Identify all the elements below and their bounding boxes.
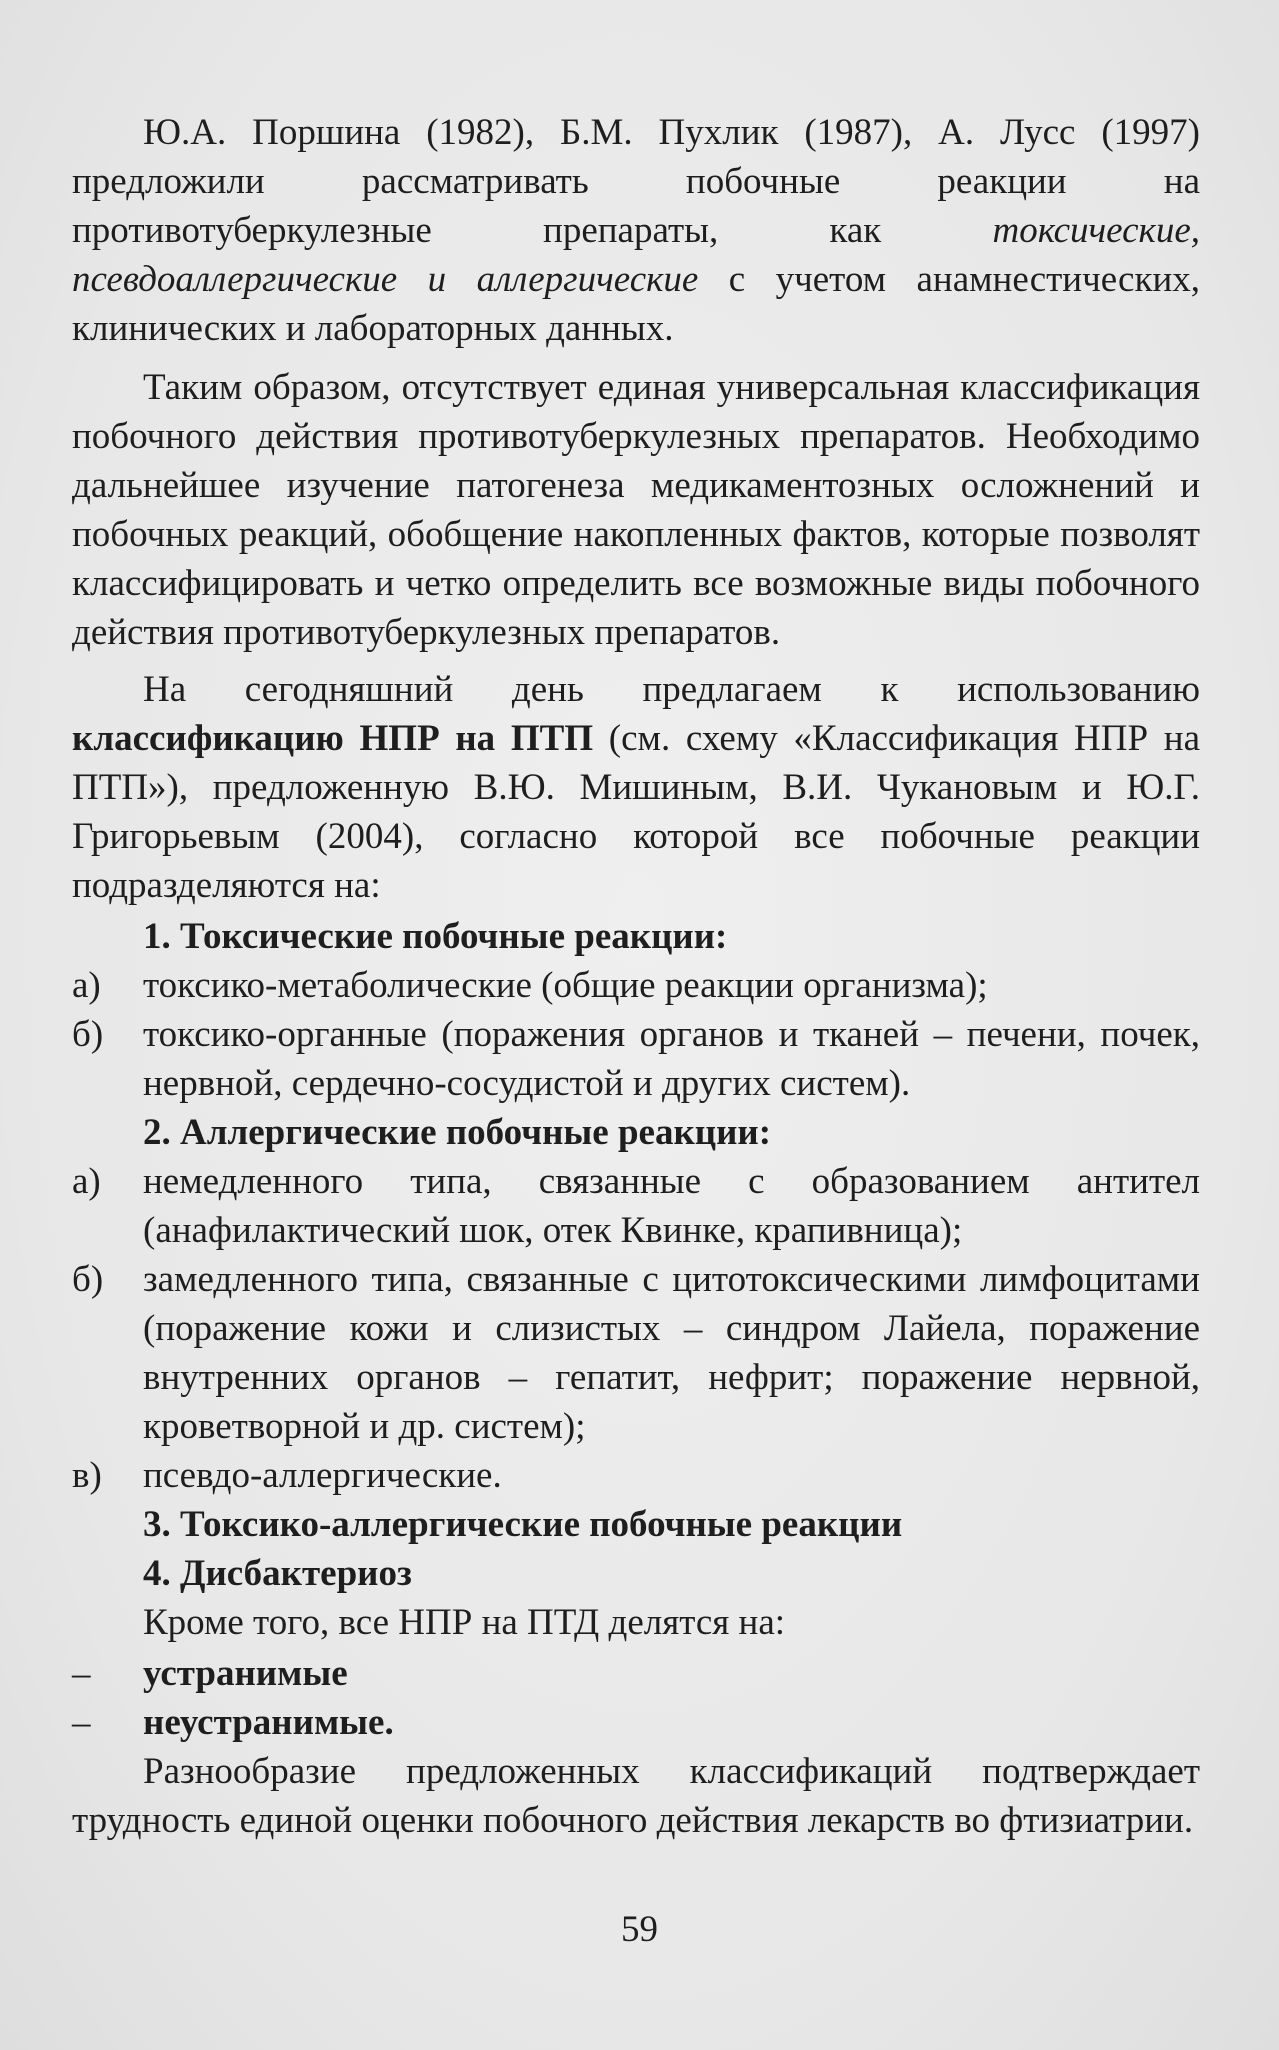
list-marker: б) — [72, 1259, 104, 1300]
dash-marker: – — [72, 1653, 91, 1694]
section-heading-dysbacteriosis: 4. Дисбактериоз — [143, 1553, 412, 1594]
list-item — [72, 1010, 1200, 1108]
page-number: 59 — [621, 1909, 658, 1950]
italic-reaction-types: токсические, псевдоаллергические и аллергические — [72, 210, 1200, 300]
list-item — [72, 1255, 1200, 1451]
list-item-text: псевдо-аллергические. — [143, 1455, 502, 1496]
list-item-text: токсико-метаболические (общие реакции организма); — [143, 965, 988, 1006]
list-marker: в) — [72, 1455, 102, 1496]
section-heading-toxic: 1. Токсические побочные реакции: — [143, 916, 728, 957]
list-item-text: токсико-органные (поражения органов и тканей – печени, почек, нервной, сердечно-сосудистой и других систем). — [143, 1014, 1200, 1104]
list-marker: а) — [72, 965, 101, 1006]
list-item — [72, 961, 1200, 1010]
list-marker: б) — [72, 1014, 104, 1055]
page-body — [72, 108, 1200, 1847]
paragraph-division: Кроме того, все НПР на ПТД делятся на: — [143, 1602, 786, 1643]
list-item — [72, 1157, 1200, 1255]
paragraph-no-unified-classification: Таким образом, отсутствует единая универсальная классификация побочного действия противотуберкулезных препаратов. Необходимо дальнейшее изучение патогенеза медикаментозных осложнений и побочных реакций, обобщение накопленных фактов, которые позволят классифицировать и четко определить все возможные виды побочного действия противотуберкулезных препаратов. — [72, 367, 1200, 653]
list-item — [72, 1451, 1200, 1500]
paragraph-proposed-classification: На сегодняшний день предлагаем к использованию классификацию НПР на ПТП (см. схему «Классификация НПР на ПТП»), предложенную В.Ю. Мишиным, В.И. Чукановым и Ю.Г. Григорьевым (2004), согласно которой все побочные реакции подразделяются на: — [72, 669, 1200, 906]
list-item-text: немедленного типа, связанные с образованием антител (анафилактический шок, отек Квинке, крапивница); — [143, 1161, 1200, 1251]
list-item-text: устранимые — [143, 1653, 348, 1694]
paragraph-conclusion: Разнообразие предложенных классификаций подтверждает трудность единой оценки побочного действия лекарств во фтизиатрии. — [72, 1751, 1200, 1841]
bold-classification-term: классификацию НПР на ПТП — [72, 718, 594, 759]
list-item — [72, 1649, 1200, 1698]
list-marker: а) — [72, 1161, 101, 1202]
list-item-text: замедленного типа, связанные с цитотоксическими лимфоцитами (поражение кожи и слизистых – синдром Лайела, поражение внутренних органов – гепатит, нефрит; поражение нервной, кроветворной и др. систем); — [143, 1259, 1200, 1447]
paragraph-classification-authors: Ю.А. Поршина (1982), Б.М. Пухлик (1987), А. Лусс (1997) предложили рассматривать побочные реакции на противотуберкулезные препараты, как токсические, псевдоаллергические и аллергические с учетом анамнестических, клинических и лабораторных данных. — [72, 112, 1200, 349]
list-item-text: неустранимые. — [143, 1702, 394, 1743]
section-heading-allergic: 2. Аллергические побочные реакции: — [143, 1112, 772, 1153]
list-item — [72, 1698, 1200, 1747]
section-heading-toxic-allergic: 3. Токсико-аллергические побочные реакции — [143, 1504, 903, 1545]
dash-marker: – — [72, 1702, 91, 1743]
